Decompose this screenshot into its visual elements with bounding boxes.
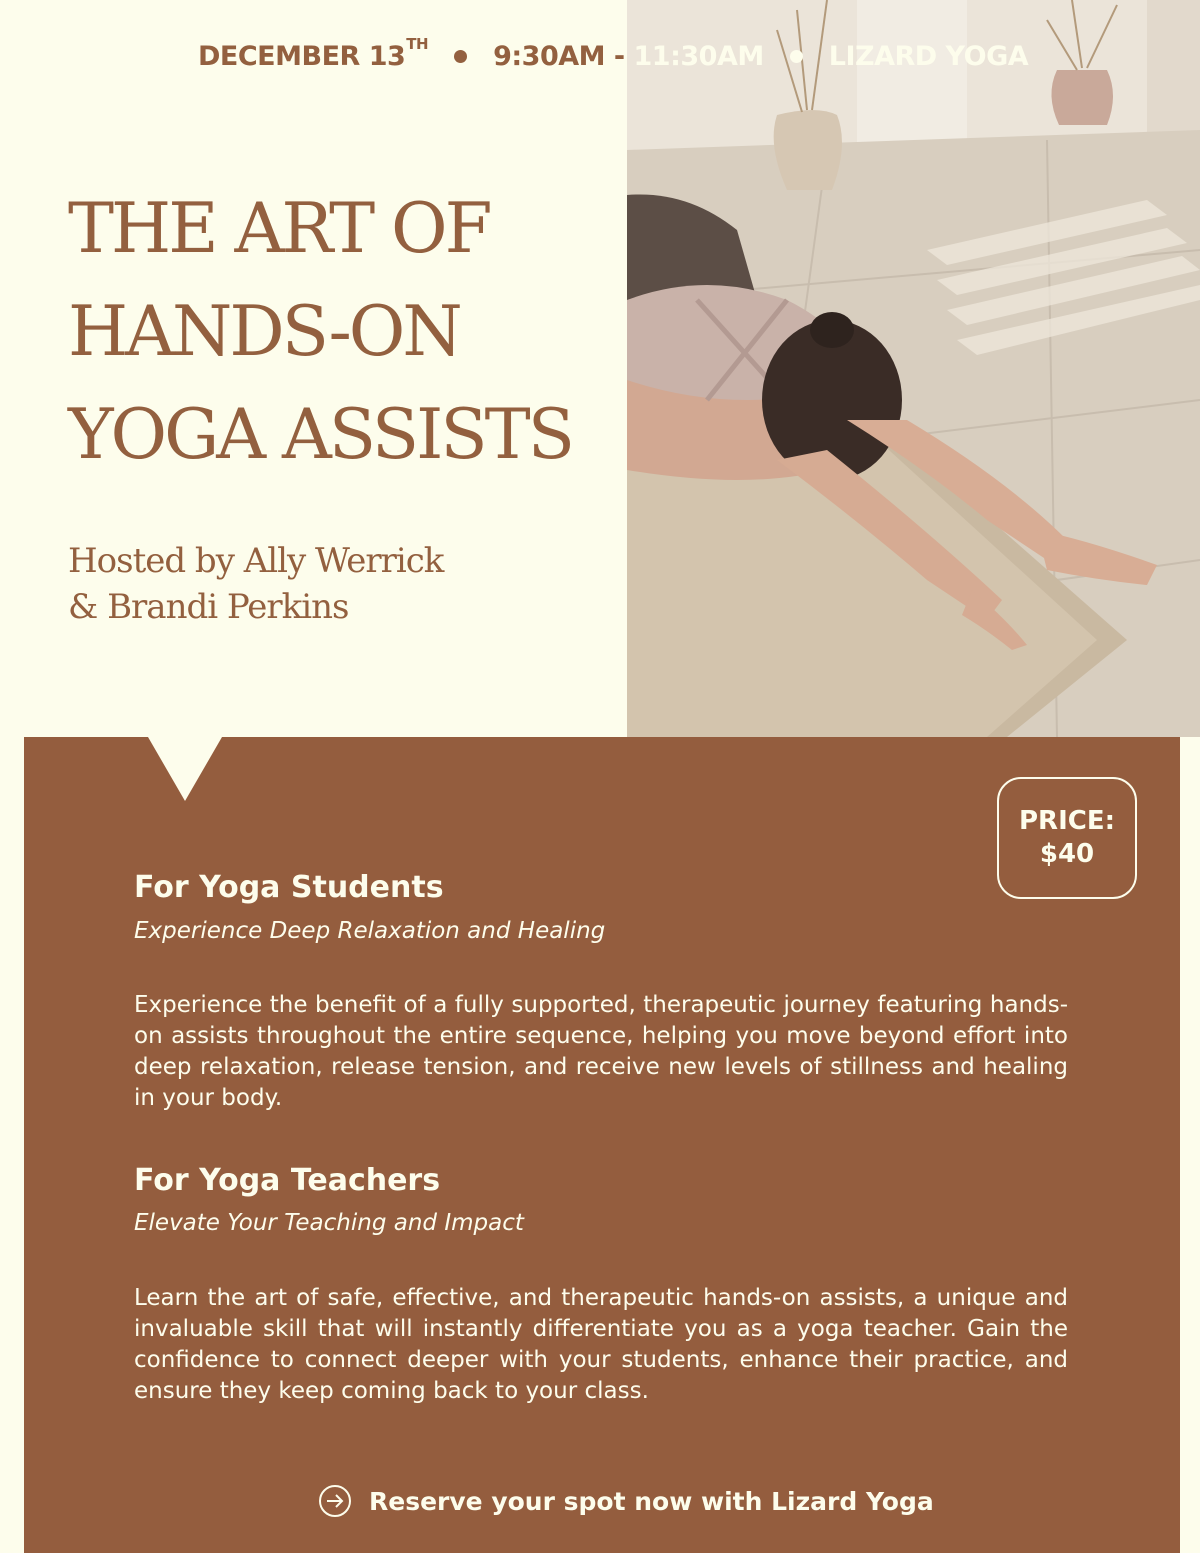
event-date: DECEMBER 13TH <box>198 34 429 72</box>
reserve-link[interactable] <box>319 1482 934 1520</box>
price-badge <box>997 777 1137 899</box>
separator-dot-icon <box>790 50 803 63</box>
teachers-subheading: Elevate Your Teaching and Impact <box>134 1210 524 1236</box>
event-time: 9:30AM - 11:30AM <box>493 40 764 72</box>
reserve-link-label: Reserve your spot now with Lizard Yoga <box>369 1486 934 1516</box>
separator-dot-icon <box>454 50 467 63</box>
panel-notch <box>148 737 222 801</box>
arrow-right-circle-icon <box>319 1485 351 1517</box>
teachers-heading: For Yoga Teachers <box>134 1163 441 1198</box>
price-value: $40 <box>1039 839 1095 869</box>
students-description: Experience the benefit of a fully supported, therapeutic journey featuring hands-on assists throughout the entire sequence, helping you move beyond effort into deep relaxation, release tension, and receive new levels of stillness and healing in your body. <box>134 992 1068 1111</box>
yoga-photo <box>627 0 1200 737</box>
event-info-bar <box>198 36 1028 76</box>
hosts: Hosted by Ally Werrick & Brandi Perkins <box>68 541 444 627</box>
page-title: THE ART OF HANDS-ON YOGA ASSISTS <box>68 189 572 475</box>
students-heading: For Yoga Students <box>134 870 444 905</box>
price-label: PRICE: <box>1019 806 1115 836</box>
teachers-description: Learn the art of safe, effective, and therapeutic hands-on assists, a unique and invaluable skill that will instantly differentiate you as a yoga teacher. Gain the confidence to connect deeper with your students, enhance their practice, and ensure they keep coming back to your class. <box>134 1285 1068 1404</box>
students-subheading: Experience Deep Relaxation and Healing <box>134 918 606 944</box>
event-location: LIZARD YOGA <box>828 40 1029 72</box>
